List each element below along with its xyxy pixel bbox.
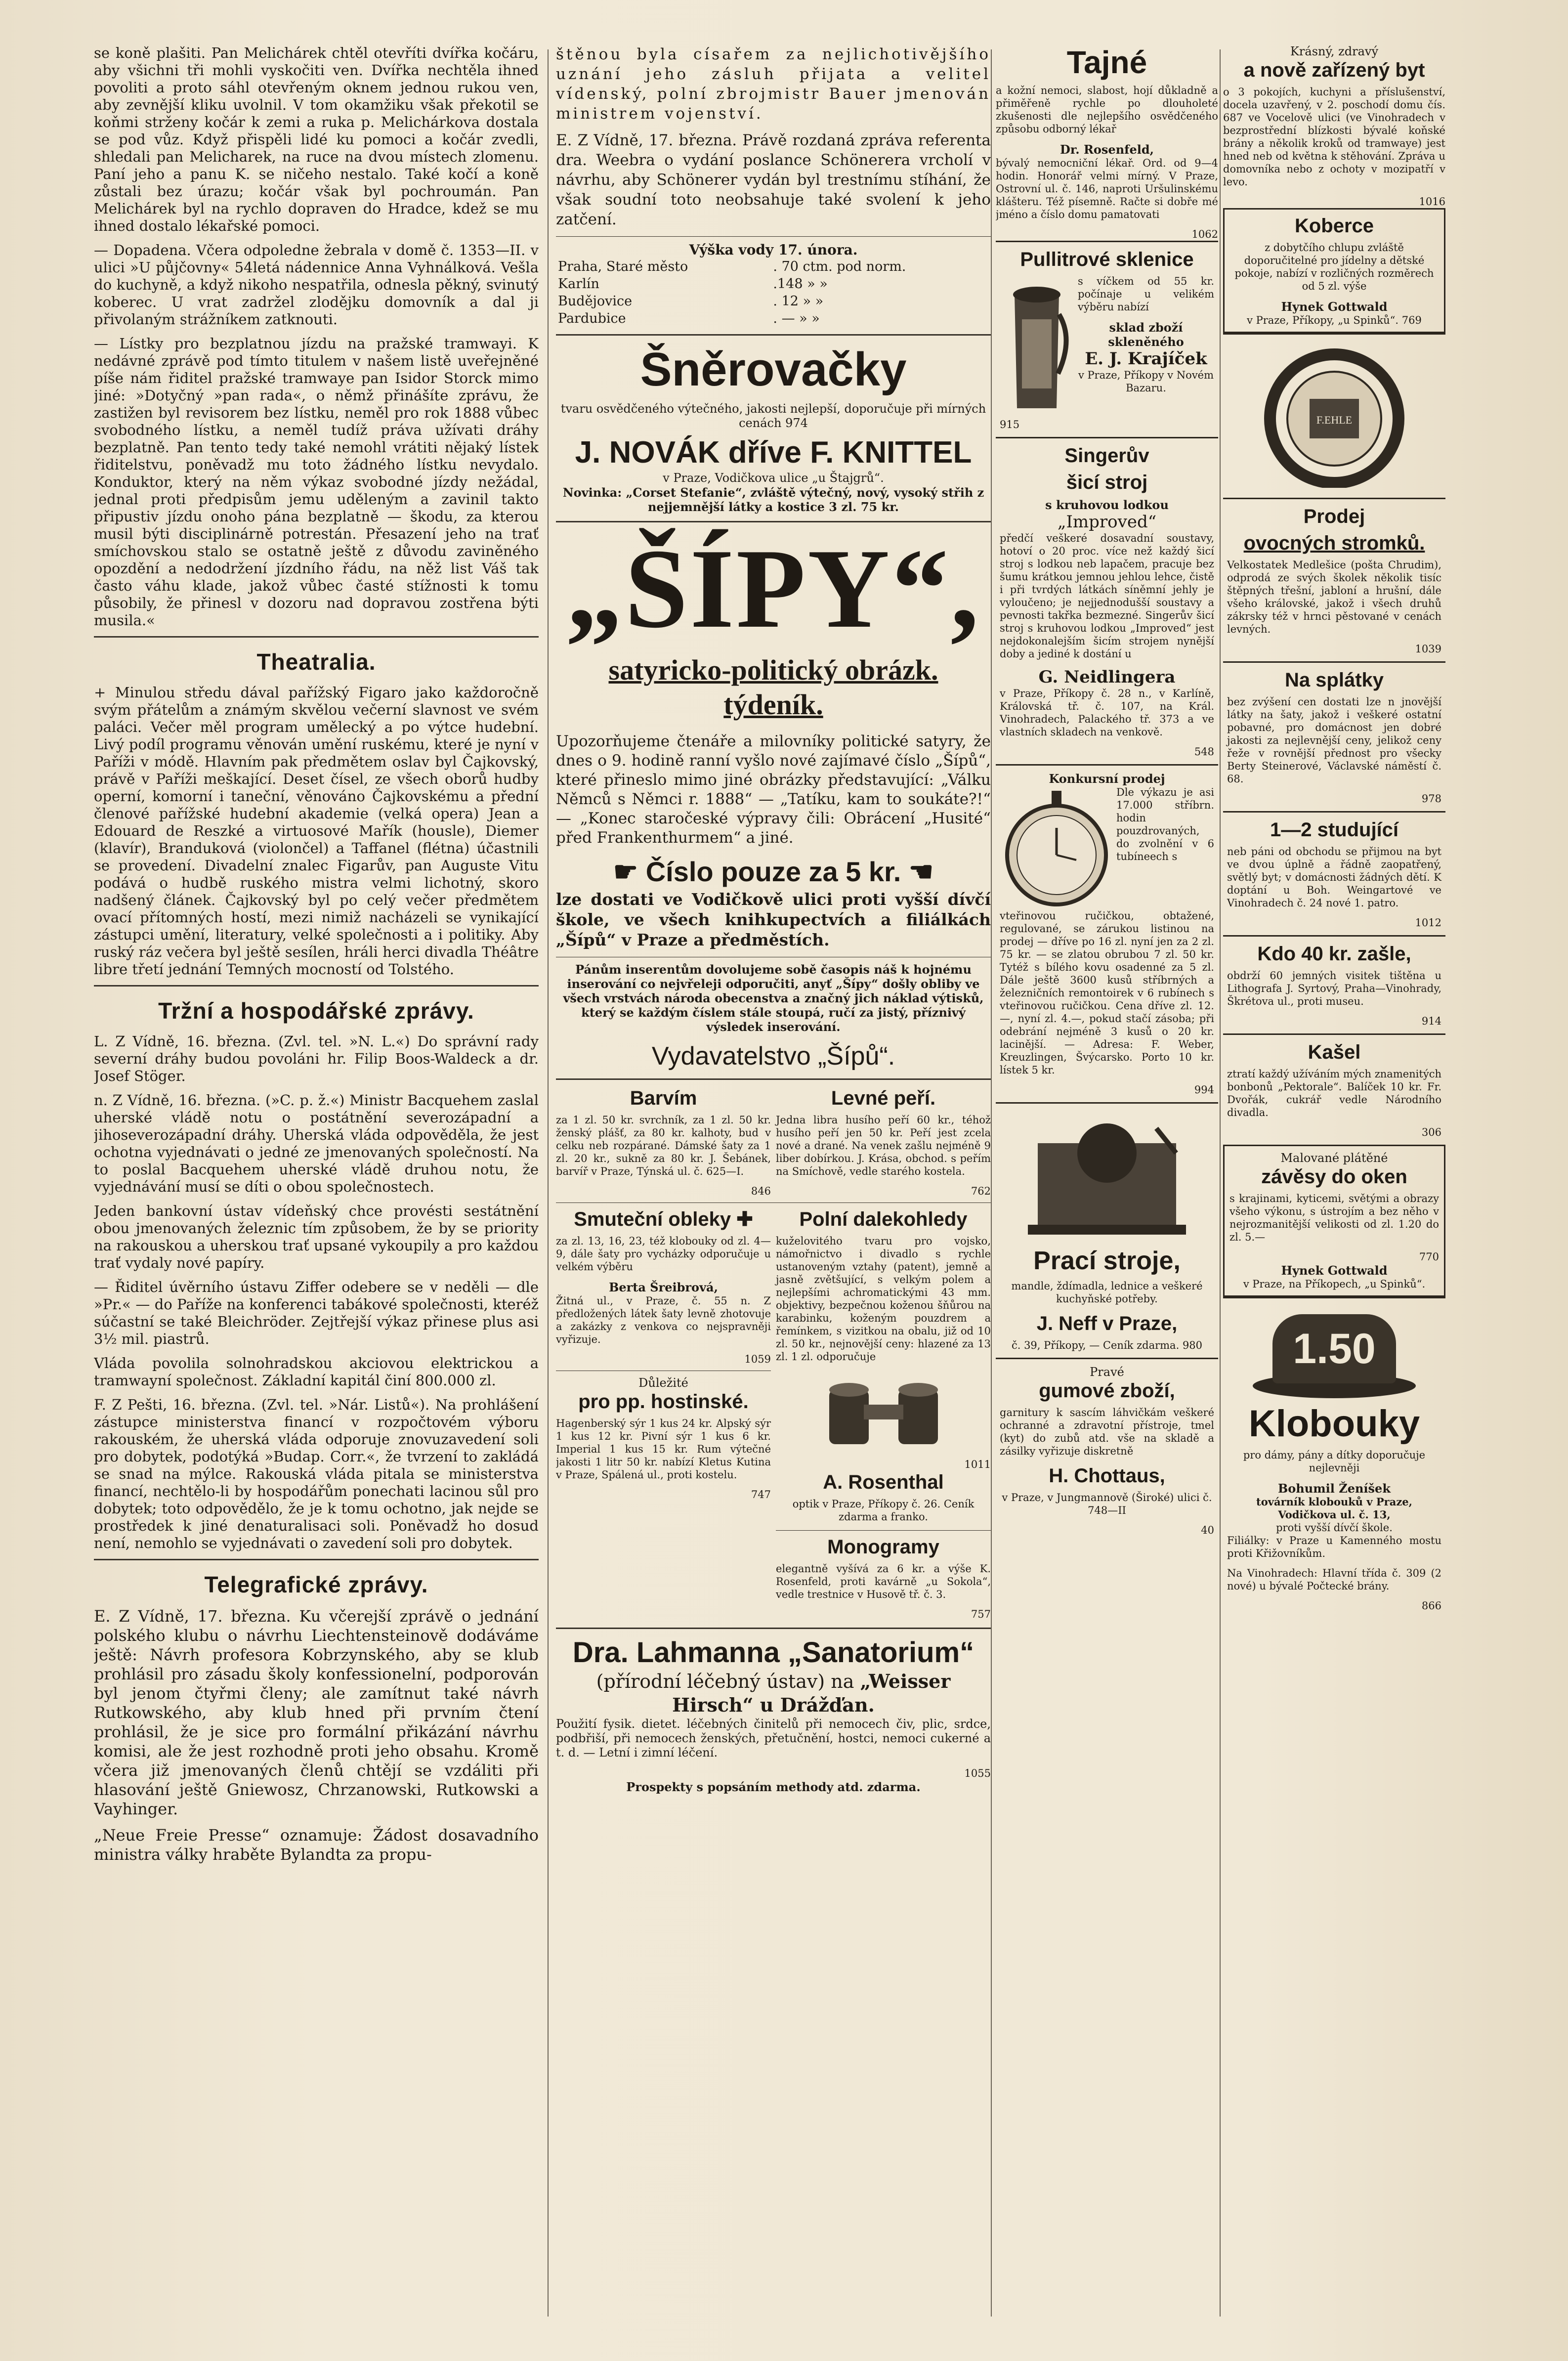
ad-text: v Praze, na Příkopech, „u Spinků“. [1243,1278,1426,1290]
ad-mourning [556,1208,771,1621]
divider [556,1078,991,1080]
ad-firm: E. J. Krajíček [1085,349,1207,369]
table-row: Karlín .148 » » [558,276,828,292]
ad-corsets-title: Šněrovačky [640,343,907,396]
ad-text: v Praze, Příkopy č. 28 n., v Karlíně, Královská tř. č. 107, na Král. Vinohradech, Palackého tř. 373 a ve vlastních skladech na venkově. [1000,687,1214,738]
cross-icon: ✚ [736,1208,753,1230]
ad-sipy-price: ☛ Číslo pouze za 5 kr. ☚ [613,856,934,887]
seal-emblem-illustration [1255,344,1413,488]
ad-title: Koberce [1294,215,1374,237]
ad-number: 1062 [1191,228,1218,240]
ad-text: předčí veškeré dosavadní soustavy, hotoví o 20 proc. více než každý šicí stroj s lodkou neb lapačem, pracuje bez šumu krátkou jemnou jehlou lehce, čistě i při tvrdých látkách síněmní jehly je vyloučeno; je nejjednodušší soustavy a pevnosti takřka bezmezné. Singerův šicí stroj s kruhovou lodkou „Improved“ jest nejdokonalejším šicím strojem nynější doby a jediné k dostání u [1000,532,1214,660]
ad-sipy-text: Upozorňujeme čtenáře a milovníky politické satyry, že dnes o 9. hodině ranní vyšlo nové zajímavé číslo „Šípů“, které přineslo mimo jiné obrázky představující: „Válku Němců s Němci r. 1888“ — „Tatíku, kam to soukáte?!“ — „Konec staročeské výpravy čili: Obrácení „Husité“ před Frankenthurmem“ a jiné. [556,732,991,847]
ad-title: Kašel [1308,1041,1361,1063]
ad-number: 548 [1194,746,1214,758]
article-paragraph: Vláda povolila solnohradskou akciovou elektrickou a tramwayní společnost. Základní kapitál činí 800.000 zl. [94,1355,539,1389]
ad-firm: H. Chottaus, [1049,1465,1165,1487]
ad-text: Velkostatek Medlešice (pošta Chrudim), odprodá ze svých školek několik tisíc štěpných třešní, jabloní a hrušní, dále všeho královské, jakož i všech druhů zákrsky též v hrnci pěstované v cenách levných. [1227,559,1441,635]
ad-firm: Dr. Rosenfeld, [1060,142,1154,157]
ad-firm: J. Neff v Praze, [1036,1313,1178,1334]
hat-illustration [1253,1304,1416,1403]
ad-sipy-inserent: Pánům inserentům dovolujeme sobě časopis náš k hojnému inserování co nejvřeleji odporučiti, anyť „Šípy“ došly obliby ve všech vrstvách národa obecenstva a značný jich náklad výtisků, který se každým číslem stále stoupá, ručí za jistý, příznivý výsledek inserování. [563,962,984,1034]
ad-firm: G. Neidlingera [1038,667,1176,687]
ad-number: 866 [1421,1600,1441,1612]
ad-body [1000,275,1214,418]
article-paragraph: E. Z Vídně, 17. března. Ku včerejší zprávě o jednání polského klubu o návrhu Liechtensteinově dodáváme ještě: Návrh profesora Kobrzynského, aby se klub prohlásil pro zásadu školy konfessionelní, podporován byl jenom čtyřmi členy; ale zamítnut také návrh Rutkowského, aby klub hned při prvním čtení prohlásil, že je sice pro formální přikázání návrhu komisi, ale že jest rozhodně proti jeho obsahu. Kromě včera již jmenovaných členů chtějí se vzdáliti při hlasování ještě Gniewosz, Chrzanowski, Rutkowski a Vayhinger. [94,1607,539,1818]
water-level-title: Výška vody 17. února. [689,242,858,258]
ad-installments [1223,661,1445,811]
article-paragraph: „Neue Freie Presse“ oznamuje: Žádost dosavadního ministra války hraběte Bylandta za propu- [94,1826,539,1864]
article-paragraph: Jeden bankovní ústav vídeňský chce provésti sestátnění obou jmenovaných železnic tím způsobem, že by se priority na rakouskou a uherskou trať upsané vykoupily a pro každou trať vydaly nové papíry. [94,1202,539,1271]
ad-text: v Praze, Příkopy v Novém Bazaru. [1078,369,1214,394]
ad-cough [1223,1033,1445,1145]
ad-text: za 1 zl. 50 kr. svrchník, za 1 zl. 50 kr. ženský plášť, za 80 kr. kalhoty, bud v celku neb rozpárané. Dámské šaty za 1 zl. 20 kr., sukně za 80 kr. J. Šebánek, barvíř v Praze, Týnská ul. č. 625—I. [556,1114,771,1177]
ad-corsets-sub: tvaru osvědčeného výtečného, jakosti nejlepší, doporučuje při mírných cenách 974 [560,402,986,430]
ad-text: v Praze, v Jungmannově (Široké) ulici č. 748—II [1002,1492,1212,1516]
ad-title: Na splátky [1284,669,1384,691]
ad-number: 757 [971,1608,991,1620]
column-news [94,44,539,2321]
article-paragraph: F. Z Pešti, 16. března. (Zvl. tel. »Nár. Listů«). Na prohlášení zástupce ministerstva financí v rozpočtovém výboru rakouském, že uherská vláda odporuje znovuzavedení soli pro dobytek, podotýká »Budap. Corr.«, že tvrzení to zakládá se snad na mýlce. Rakouská vláda pitala se ministerstva financí, nechtělo-li by hospodářům ponechati lacinou sůl pro dobytek; toto odpovědělo, že je k tomu ochotno, jak nejde se prostředek k jiné denaturalisaci soli. Poněvadž ho dosud není, nemohlo se vyjednávati o zavedení soli pro dobytek. [94,1396,539,1551]
column-mixed [556,44,991,2321]
ad-seal [1223,333,1445,498]
ad-text: garnitury k sascím láhvičkám veškeré ochranné a zdravotní přístroje, tmel (kyt) do zubů atd. vše na skladě a zásilky vyřizuje diskretně [1000,1407,1214,1457]
ad-title: šicí stroj [1066,472,1148,493]
ad-title: Prodej [1303,506,1365,527]
ad-text: Na Vinohradech: Hlavní třída č. 309 (2 nové) u bývalé Počtecké brány. [1227,1567,1441,1592]
article-paragraph: n. Z Vídně, 16. března. (»C. p. ž.«) Ministr Bacquehem zaslal uherské vládě notu o postátnění severozápadní a jihoseverozápadní dráhy. Uherská vláda odpověděla, že jest ochotna vyjednávati o jedné ze jmenovaných společností. Na to poslal Bacquehem uherské vládě druhou notu, že vyjednávání musí se díti o obou společnostech. [94,1092,539,1195]
ad-number: 1055 [964,1767,991,1779]
ad-hats [1223,1297,1445,1618]
beer-mug-illustration [1000,275,1074,418]
ad-title: 1—2 studující [1270,819,1399,841]
section-heading-telegraph: Telegrafické zprávy. [204,1572,428,1597]
divider [556,1628,991,1629]
ad-number: 994 [1194,1084,1214,1096]
ad-firm: Berta Šreibrová, [609,1280,718,1294]
ad-text: proti vyšší dívčí škole. [1276,1522,1393,1534]
ad-text: optik v Praze, Příkopy č. 26. Ceník zdarma a franko. [792,1498,975,1523]
section-heading-market: Tržní a hospodářské zprávy. [158,998,474,1024]
ad-number: 40 [1201,1524,1214,1536]
ad-body [1000,786,1214,909]
article-paragraph: — Dopadena. Včera odpoledne žebrala v domě č. 1353—II. v ulici »U půjčovny« 54letá nádennice Anna Vyhnálková. Vešla do kuchyně, a když nikoho nespatřila, odnesla pěkný, svinutý koberec. U vrat zadržel zlodějku domovník a dal ji přivolaným strážníkem zatknouti. [94,242,539,328]
ad-corsets-firm: J. NOVÁK dříve F. KNITTEL [575,435,972,470]
ad-title: Pullitrové sklenice [1020,249,1194,270]
ad-sub: s kruhovou lodkou [1045,498,1169,512]
ad-title: Tajné [1066,44,1147,80]
divider [556,236,991,237]
column-divider [548,49,549,2317]
ad-text: Hagenberský sýr 1 kus 24 kr. Alpský sýr 1 kus 12 kr. Pivní sýr 1 kus 6 kr. Imperial 1 kus 15 kr. Rum výtečné jakosti 1 litr 50 kr. nabízí Kletus Kutina v Praze, Spálená ul., proti kostelu. [556,1417,771,1481]
divider [556,334,991,336]
divider [94,636,539,638]
ad-sub: „Improved“ [1057,512,1157,532]
ad-number: 915 [1000,419,1020,430]
column-ads-a [996,44,1218,2321]
ad-pre: Důležité [638,1376,688,1390]
ad-number: 1039 [1415,643,1441,655]
divider [94,1559,539,1560]
ad-firm: Bohumil Ženíšek [1278,1481,1391,1496]
ad-title: Levné peří. [831,1087,936,1109]
ad-title: ovocných stromků. [1243,532,1425,554]
ad-sipy-subtitle: satyricko-politický obrázk. týdeník. [608,654,938,721]
ad-text: bývalý nemocniční lékař. Ord. od 9—4 hodin. Honorář velmi mírný. V Praze, Ostrovní ul. č. 146, naproti Uršulinskému klášteru. Též písemně. Račte si dobře mé jméno a číslo domu pamatovati [996,157,1218,220]
ad-carpets [1223,208,1445,333]
divider [94,985,539,987]
ad-students [1223,811,1445,935]
column-divider [1220,49,1221,2317]
ad-text: pro dámy, pány a dítky doporučuje nejlevněji [1243,1449,1426,1474]
ad-title: Singerův [1064,445,1149,467]
ad-pre: Malované plátěné [1280,1151,1388,1165]
ad-text: neb páni od obchodu se přijmou na byt ve dvou úplně a řádně zaopatřený, světlý byt; v domácnosti žádných dětí. K doptání u Boh. Weingartové ve Vinohradech č. 24 nové 1. patro. [1227,846,1441,909]
ad-title: Konkursní prodej [1049,772,1165,786]
column-ads-b [1223,44,1445,2321]
table-row: Praha, Staré město . 70 ctm. pod norm. [558,259,906,274]
ad-number: 1059 [744,1353,771,1365]
ad-title: závěsy do oken [1261,1166,1407,1188]
ad-number: 914 [1421,1015,1441,1027]
ad-title: Smuteční obleky ✚ [574,1208,753,1230]
ad-sanatorium-prospects: Prospekty s popsáním methody atd. zdarma. [626,1780,921,1794]
pointing-hand-icon: ☚ [908,856,934,887]
ad-beer-mugs [996,241,1218,437]
divider [556,521,991,522]
column-divider [991,49,992,2317]
article-paragraph: — Lístky pro bezplatnou jízdu na pražské tramwayi. K nedávné zprávě pod tímto titulem v našem listě uveřejněné píše nám řiditel pražské tramwaye pan Isidor Storck mimo jiné: »Dotyčný »pan rada«, o němž přinášíte zprávu, že zastižen byl revisorem bez lístku, neměl pro rok 1888 vůbec svobodného lístku, a neměl tudíž práva užívati dráhy bezplatně. Pan tento tedy také nemohl vrátiti nějaký lístek řiditelstvu, poněvadž mu toto žádného lístku nevydalo. Konduktor, který na něm výkaz svobodné jízdy nežádal, jednal proti předpisům jemu uděleným a zavinil takto připustiv jízdu onoho pána bezplatně — škodu, za kterou musil býti disciplinárně potrestán. Přesazení jeho na trať smíchovskou stalo se ostatně ještě z důvodu zaviněného opozdění a nedodržení jízdního řádu, na něž list Váš tak často váhu klade, jakož vůbec časté stížnosti k tomu působily, že přinesl v dozoru nad dopravou zostřena býti musila.« [94,335,539,629]
ad-corsets-addr: v Praze, Vodičkova ulice „u Štajgrů“. [663,471,884,485]
ad-fruit-trees [1223,498,1445,661]
ad-text: továrník klobouků v Praze, Vodičkova ul. č. 13, [1256,1496,1412,1521]
ad-title: Polní dalekohledy [799,1208,968,1230]
ad-title: Klobouky [1248,1403,1420,1445]
ad-text: o 3 pokojích, kuchyni a příslušenství, docela uzavřený, v 2. poschodí domu čís. 687 ve Vocelově ulici (ve Vinohradech v bezprostřední blízkosti bývalé koňské brány a několik kroků od tramwaye) jest hned neb od května k stěhování. Zpráva u domovníka nebo z ochoty v mozipatří v levo. [1223,86,1445,188]
pocket-watch-illustration [1000,786,1113,909]
ad-text: bez zvýšení cen dostati lze n jnovější látky na šaty, jakož i veškeré ostatní pobavné, pro domácnost jen dobré jakosti za nejlevnější ceny, jelikož ceny řeže v rovnější přednost pro všecky Berty Steinerové, Václavské náměstí č. 68. [1227,696,1441,785]
ad-sanatorium-sub: (přírodní léčebný ústav) na „Weisser Hirsch“ u Drážďan. [596,1670,951,1716]
ad-title: Barvím [630,1087,697,1109]
ad-singer [996,437,1218,764]
ad-curtains [1223,1145,1445,1297]
ad-text: v Praze, Příkopy, „u Spinků“. 769 [1247,314,1422,326]
ad-text: Jedna libra husího peří 60 kr., téhož husího peří jen 50 kr. Peří jest zcela nové a drané. Na venek zašlu nejméně 9 liber dobírkou. J. Krása, obchod. s peřím na Smíchově, vedle starého kostela. [776,1114,991,1177]
ad-title: a nově zařízený byt [1243,59,1425,81]
ad-cards [1223,935,1445,1033]
ad-number: 978 [1421,793,1441,805]
ad-title: pro pp. hostinské. [578,1391,749,1413]
ad-text: kuželovitého tvaru pro vojsko, námořnictvo i divadlo s rychle ustanoveným vztahy (patent), jemně a jasně zvětšující, s velkým polem a nejlepšími achromatickými 43 mm. objektivy, bezpečnou koženou šňůrou na karabinku, koženým pouzdrem a řemínkem, s vizitkou na obalu, již od 10 zl. 50 kr., nejnovější ceny: hlazené za 13 zl. 1 zl. odporučuje [776,1235,991,1363]
ad-sipy-where: lze dostati ve Vodičkově ulici proti vyšší dívčí škole, ve všech knihkupectvích a filiálkách „Šípů“ v Praze a předměstích. [556,890,991,949]
article-paragraph: + Minulou středu dával pařížský Figaro jako každoročně svým přátelům a známým skvělou večerní slavnost ve svém paláci. Večer měl program umělecký a po výtce hudební. Livý podíl programu věnován umění ruskému, které je nyní v Paříži v módě. Hlavním pak předmětem oslav byl Čajkovský, právě v Paříži meškající. Deset čísel, ze všech oborů hudby operní, komorní i taneční, věnováno Čajkovskému a přední členové pařížské hudební akademie (velká opera) Jean a Edouard de Reszké a virtuosové Mařík (housle), Diemer (klavír), Branduková (violončel) a Taffanel (flétna) účastnili se provedení. Divadelní znalec Figarův, pan Auguste Vitu podává o hudbě ruského mistra velmi lichotný, skoro nadšený článek. Čajkovský byl po celý večer předmětem ovací přítomných hostí, mezi nimiž nacházeli se vynikající zástupci umění, literatury, velké společnosti a i politiky. Aby ruský ráz večera byl ještě sesílen, hráli herci divadla Théâtre libre třetí jednání Temných mocností od Tolstého. [94,684,539,978]
washing-machine-illustration [1008,1114,1206,1242]
ad-firm: Hynek Gottwald [1281,300,1388,314]
ad-text: ztratí každý užíváním mých znamenitých bonbonů „Pektorale“. Balíček 10 kr. Fr. Dvořák, cukrář vedle Národního divadla. [1227,1068,1441,1118]
ad-text: sklad zboží skleněného [1108,320,1184,349]
ad-text: obdrží 60 jemných visitek tištěna u Lithografa J. Syrtový, Praha—Vinohrady, Škrétova ul., proti museu. [1227,970,1441,1007]
water-level-table [556,258,991,327]
ad-title: Monogramy [827,1536,939,1558]
ad-dyer [556,1087,771,1198]
ad-sipy-publisher: Vydavatelstvo „Šípů“. [651,1042,895,1071]
binoculars-illustration [809,1370,958,1454]
ad-binoculars [776,1208,991,1621]
svg-text:F.EHLE: F.EHLE [1316,414,1353,426]
hat-price: 1.50 [1293,1325,1376,1373]
ad-text: mandle, ždímadla, lednice a veškeré kuchyňské potřeby. [1011,1280,1203,1305]
table-row: Budějovice . 12 » » [558,294,824,309]
ad-washing-machines [996,1102,1218,1358]
article-paragraph: štěnou byla císařem za nejlichotivějšího uznání jeho zásluh přijata a velitel vídenský, polní zbrojmistr Bauer jmenován ministrem vojenství. [556,45,991,123]
ad-number: 747 [751,1489,771,1501]
ad-row [556,1208,991,1621]
ad-number: 1011 [964,1459,991,1470]
ad-firm: A. Rosenthal [823,1471,944,1493]
ad-text: č. 39, Příkopy, — Ceník zdarma. 980 [1011,1339,1203,1351]
ad-text: za zl. 13, 16, 23, též klobouky od zl. 4—9, dále šaty pro vycházky odporučuje u velkém výběru [556,1235,771,1273]
ad-text: z dobytčího chlupu zvláště doporučitelné pro jídelny a dětské pokoje, nabízí v rozličných rozměrech od 5 zl. výše [1234,242,1434,292]
ad-firm: Hynek Gottwald [1281,1263,1388,1278]
ad-watches [996,764,1218,1102]
ad-number: 306 [1421,1126,1441,1138]
ad-text: Žitná ul., v Praze, č. 55 n. Z předložených látek šaty levně zhotovuje a zakázky z venkova co nejspravněji vyřizuje. [556,1295,771,1345]
ad-text: Filiálky: v Praze u Kamenného mostu proti Křižovníkům. [1227,1535,1441,1559]
ad-pre: Krásný, zdravý [1290,44,1379,58]
ad-sanatorium-title: Dra. Lahmanna „Sanatorium“ [572,1636,975,1669]
ad-number: 846 [751,1185,771,1197]
divider [556,1202,991,1203]
article-paragraph: L. Z Vídně, 16. března. (Zvl. tel. »N. L.«) Do správní rady severní dráhy budou povoláni hr. Filip Boos-Waldeck a dr. Josef Stöger. [94,1033,539,1084]
ad-text: s víčkem od 55 kr. počínaje u velikém výběru nabízí [1078,275,1214,313]
ad-number: 762 [971,1185,991,1197]
ad-feathers [776,1087,991,1198]
ad-text: a kožní nemoci, slabost, hojí důkladně a přiměřeně rychle po dlouholeté zkušenosti dle nejlepšího osvědčeného způsobu odborný lékař [996,85,1218,135]
ad-corsets-novelty: Novinka: „Corset Stefanie“, zvláště výtečný, nový, vysoký střih z nejjemnější látky a kostice 3 zl. 75 kr. [562,485,984,514]
ad-title: Kdo 40 kr. zašle, [1257,943,1411,965]
ad-number: 1016 [1419,196,1445,208]
ad-row [556,1087,991,1198]
ad-title: gumové zboží, [1039,1380,1175,1402]
ad-number: 1012 [1415,917,1441,929]
ad-number: 770 [1419,1251,1439,1263]
ad-pre: Pravé [1090,1365,1124,1379]
article-paragraph: se koně plašiti. Pan Melichárek chtěl otevříti dvířka kočáru, aby všichni tři mohli vyskočiti ven. Dvířka nechtěla ihned povoliti a proto sáhl otevřeným oknem jednou rukou ven, aby zevnější kliku uvolnil. V tom okamžiku však překotil se koňmi strženy kočár k zemi a ruka p. Melichárkova dostala se pod vůz. Když přispěli lidé ku pomoci a kočár zvedli, shledali pan Melicharek, na ruce na dvou místech zlomenu. Paní jeho a panu K. se ničeho nestalo. Také kočí a koně zůstali bez úrazu; kočár však byl pochroumán. Pan Melichárek byl na rychlo dopraven do Hradce, kdež se mu ihned dostalo lékařské pomoci. [94,44,539,234]
table-row: Pardubice . — » » [558,311,820,326]
article-paragraph: E. Z Vídně, 17. března. Právě rozdaná zpráva referenta dra. Weebra o vydání poslance Schönerera vrcholí v návrhu, aby Schönerer vydán byl trestnímu stíhání, že však soudní toto neobsahuje také svolení k jeho zatčení. [556,131,991,228]
ad-title: Prací stroje, [1033,1246,1181,1275]
ad-text: elegantně vyšívá za 6 kr. a výše K. Rosenfeld, proti kavárně „u Sokola“, vedle trestnice v Husově tř. č. 3. [776,1563,991,1600]
ad-text: s krajinami, kyticemi, světými a obrazy všeho výkonu, s ústrojím a bez něho v nejrozmanitější velikosti od zl. 1.20 do zl. 5.— [1229,1193,1439,1243]
ad-text: vteřinovou ručičkou, obtažené, regulované, se zárukou listinou na prodej — dříve po 16 zl. nyní jen za 2 zl. 75 kr. — se zlatou obrubou 7 zl. 50 kr. Tytéž s bílého kovu osadenné za 5 zl. Dále ještě 3600 kusů stříbrných a železničních remontoirek v 6 rubínech s vteřinovou ručičkou. Cena dříve zl. 12.—, nyní zl. 4.—, pokud stačí zásoba; při odebrání nejméně 3 kusů o 20 kr. lacinější. — Adresa: F. Weber, Kreuzlingen, Švýcarsko. Porto 10 kr. lístek 5 kr. [1000,910,1214,1076]
ad-sipy-title: „ŠÍPY“, [566,525,981,651]
section-heading-theatre: Theatralia. [256,649,376,675]
ad-text: Použití fysik. dietet. léčebných činitelů při nemocech čiv, plic, srdce, podbřiší, při nemocech ženských, přetučnění, hostci, nemoci cukerné a t. d. — Letní i zimní léčení. [556,1717,991,1760]
ad-rubber-goods [996,1358,1218,1543]
divider [776,1530,991,1531]
article-paragraph: — Řiditel úvěrního ústavu Ziffer odebere se v neděli — dle »Pr.« — do Paříže na konferenci tabákové společnosti, kteréž súčastní se také Bleichröder. Zejtřejší výkaz přinese plus asi 3½ mil. piastrů. [94,1279,539,1347]
ad-text: Dle výkazu je asi 17.000 stříbrn. hodin pouzdrovaných, do zvolnění v 6 tubíneech s [1116,786,1214,862]
pointing-hand-icon: ☛ [613,856,638,887]
